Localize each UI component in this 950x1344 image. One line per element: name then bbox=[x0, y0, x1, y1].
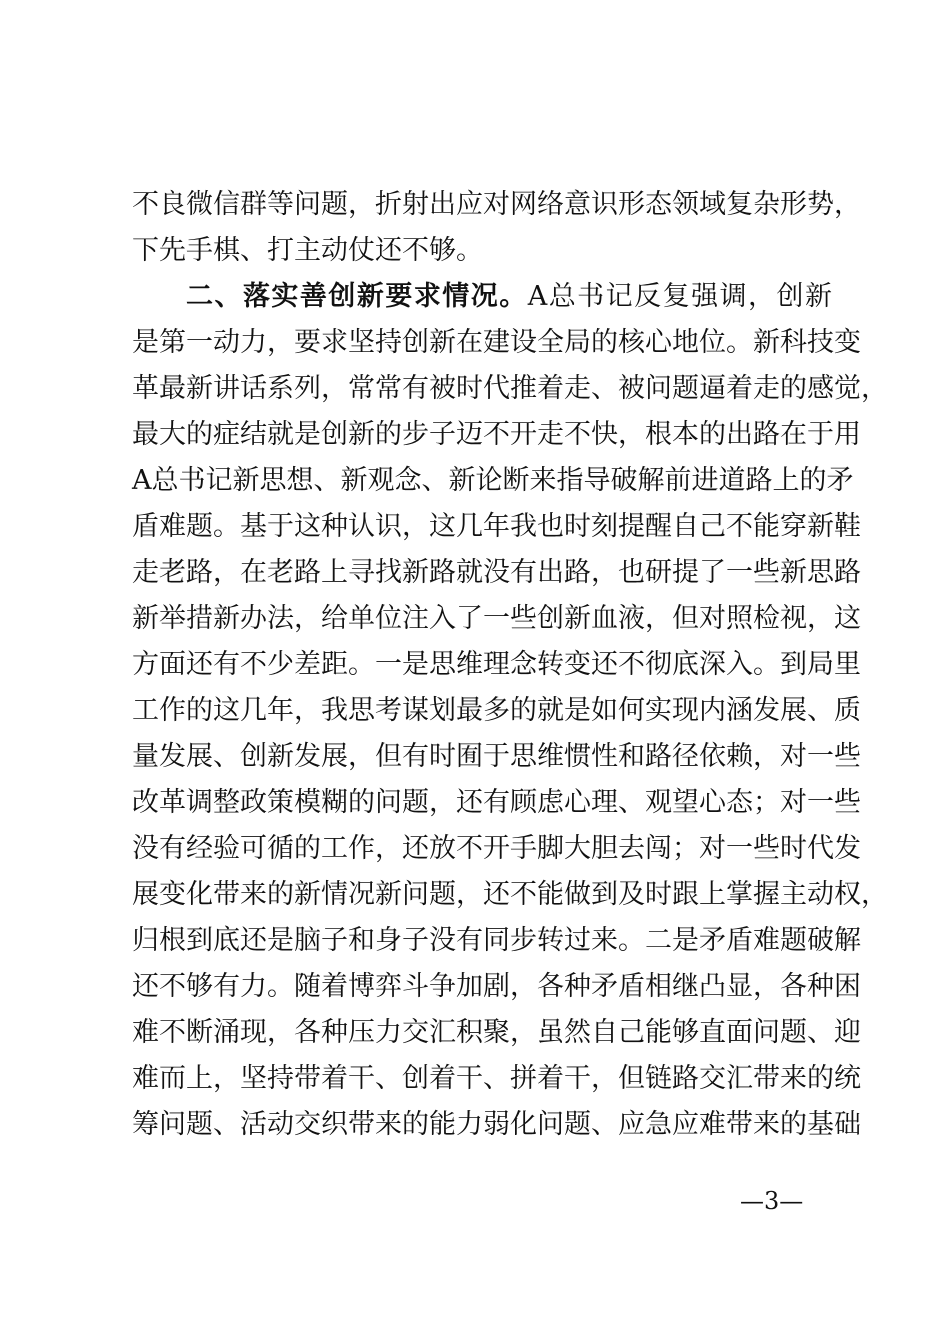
text-line-19: 难不断涌现，各种压力交汇积聚，虽然自己能够直面问题、迎 bbox=[132, 1017, 861, 1048]
text-line-7: A总书记新思想、新观念、新论断来指导破解前进道路上的矛 bbox=[132, 465, 854, 496]
text-line-9: 走老路，在老路上寻找新路就没有出路，也研提了一些新思路 bbox=[132, 557, 861, 588]
text-line-8: 盾难题。基于这种认识，这几年我也时刻提醒自己不能穿新鞋 bbox=[132, 511, 861, 542]
text-line-18: 还不够有力。随着博弈斗争加剧，各种矛盾相继凸显，各种困 bbox=[132, 971, 861, 1002]
text-line-3 bbox=[186, 274, 832, 320]
text-line-14: 改革调整政策模糊的问题，还有顾虑心理、观望心态；对一些 bbox=[132, 787, 861, 818]
text-line-10: 新举措新办法，给单位注入了一些创新血液，但对照检视，这 bbox=[132, 603, 861, 634]
text-line-21: 筹问题、活动交织带来的能力弱化问题、应急应难带来的基础 bbox=[132, 1109, 861, 1140]
text-line-6: 最大的症结就是创新的步子迈不开走不快，根本的出路在于用 bbox=[132, 419, 861, 450]
text-line-17: 归根到底还是脑子和身子没有同步转过来。二是矛盾难题破解 bbox=[132, 925, 861, 956]
text-line-1: 不良微信群等问题，折射出应对网络意识形态领域复杂形势， bbox=[132, 189, 861, 220]
text-line-12: 工作的这几年，我思考谋划最多的就是如何实现内涵发展、质 bbox=[132, 695, 861, 726]
section-heading-continuation: A总书记反复强调，创新 bbox=[527, 281, 833, 312]
text-line-20: 难而上，坚持带着干、创着干、拼着干，但链路交汇带来的统 bbox=[132, 1063, 861, 1094]
text-line-4: 是第一动力，要求坚持创新在建设全局的核心地位。新科技变 bbox=[132, 327, 861, 358]
text-line-13: 量发展、创新发展，但有时囿于思维惯性和路径依赖，对一些 bbox=[132, 741, 861, 772]
text-line-5: 革最新讲话系列，常常有被时代推着走、被问题逼着走的感觉， bbox=[132, 373, 888, 404]
text-line-11: 方面还有不少差距。一是思维理念转变还不彻底深入。到局里 bbox=[132, 649, 861, 680]
text-line-15: 没有经验可循的工作，还放不开手脚大胆去闯；对一些时代发 bbox=[132, 833, 861, 864]
section-heading: 二、落实善创新要求情况。 bbox=[186, 281, 528, 312]
page-number: —3— bbox=[740, 1187, 804, 1215]
text-line-16: 展变化带来的新情况新问题，还不能做到及时跟上掌握主动权， bbox=[132, 879, 888, 910]
text-line-2: 下先手棋、打主动仗还不够。 bbox=[132, 235, 483, 266]
